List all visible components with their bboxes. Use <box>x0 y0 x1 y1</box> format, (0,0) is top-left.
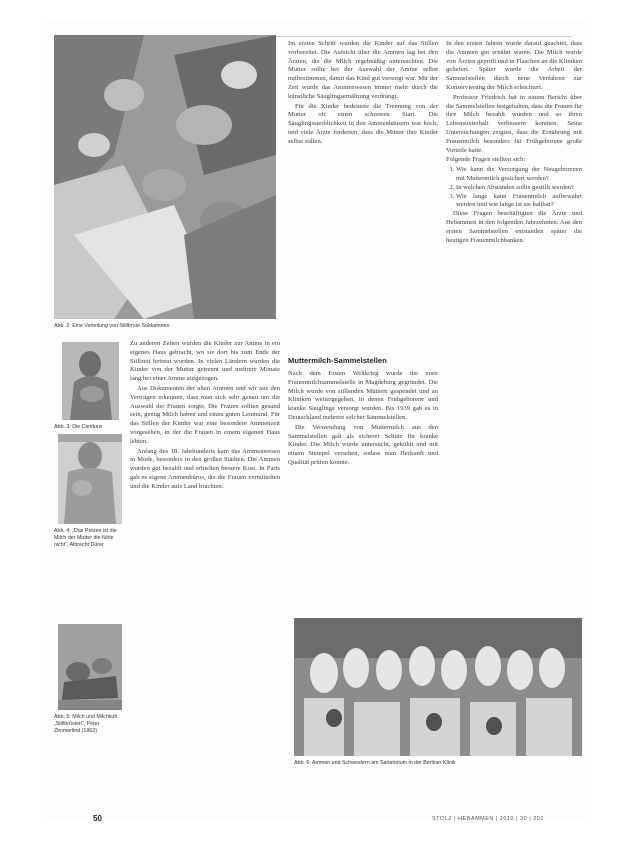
caption-fig2: Abb. 2: Eine Verteilung von Stillbrust-Soldatinnen <box>54 323 170 329</box>
photo-nurses-group <box>294 618 582 756</box>
caption-fig4: Abb. 4: „Das Petzen ist die Milch der Mutter die fühle nicht“, Albrecht Dürer <box>54 528 117 548</box>
question-list <box>446 166 582 210</box>
caption-fig3: Abb. 3: Die Cieritura <box>54 424 102 430</box>
list-item: 1. Wie kann die Versorgung der Neugeborenen mit Muttermilch gesichert werden? <box>456 166 582 184</box>
page-number: 50 <box>93 814 102 823</box>
paragraph: In den ersten Jahren wurde darauf geachtet, dass die Ammen gut ernährt waren. Die Milch wurde von Ärzten geprüft und in Flaschen an die Kliniken geliefert. Später wurde die Arbeit der Sammelstellen durch neue Verfahren zur Konservierung der Milch erleichtert. <box>446 40 582 91</box>
paragraph: Im ersten Schritt wurden die Kinder auf das Stillen vorbereitet. Die Aufsicht über die Ammen lag bei den Ärzten, die die Milch regelmäßig untersuchten. Die Mutter sollte bei der Auswahl der Amme selbst mitbestimmen, damit das Kind gut versorgt war. Mit der Zeit wurde das Ammenwesen immer mehr durch die künstliche Säuglingsernährung verdrängt. <box>288 40 438 100</box>
paragraph: Professor Friedrich hat in einem Bericht über die Sammelstellen festgehalten, dass die Frauen für ihre Milch bezahlt wurden und so ihren Lebensunterhalt verbessern konnten. Seine Untersuchungen zeigten, dass die Ernährung mit Frauenmilch besonders für Frühgeborene große Vorteile hatte. <box>446 93 582 154</box>
paragraph: Anfang des 18. Jahrhunderts kam das Ammenwesen in Mode, besonders in den großen Städten. Die Ammen wurden gut bezahlt und erhielten bessere Kost. In Paris gab es eigene Ammenbüros, die die Frauen vermittelten und die Kinder aufs Land brachten. <box>130 447 280 490</box>
list-item: 2. In welchen Abständen sollte gestillt werden? <box>456 184 582 193</box>
paragraph: Für die Kinder bedeutete die Trennung von der Mutter oft einen schweren Start. Die Säuglingssterblichkeit in den Ammenhäusern war hoch, und viele Ärzte forderten, dass die Mütter ihre Kinder selbst stillen. <box>288 102 438 145</box>
text-column-3 <box>446 40 582 608</box>
photo-babies <box>54 35 276 319</box>
paragraph: Die Verwendung von Muttermilch aus den Sammelstellen galt als sicherer Schutz für kranke Kinder. Die Milch wurde untersucht, gekühlt und mit einem Stempel versehen, sodass man Herkunft und Qualität prüfen konnte. <box>288 423 438 466</box>
photo-engraving <box>58 434 122 524</box>
section-heading: Muttermilch-Sammelstellen <box>288 356 387 365</box>
paragraph: Aus Dokumenten der alten Ammen und wir aus den Verträgen erkennen, dass man sich sehr genau um die Auswahl der Frauen sorgte. Die Frauen sollten gesund sein, genug Milch haben und einen guten Leumund. Für das Stillen der Kinder war eine besondere Ammenzeit vorgesehen, in der die Frauen in einem eigenen Haus lebten. <box>130 384 280 445</box>
paragraph: Zu anderen Zeiten wurden die Kinder zur Amme in ein eigenes Haus gebracht, wo sie dort bis zum Ende der Stillzeit betreut wurden. In vielen Ländern wurden die Kinder von der Mutter getrennt und mehrere Monate lang bei einer Amme aufgezogen. <box>130 340 280 383</box>
paragraph: Nach dem Ersten Weltkrieg wurde die erste Frauenmilchsammelstelle in Magdeburg gegründet. Die Milch wurde von stillenden Müttern gespendet und an Kliniken weitergegeben, in denen Frühgeborene und kranke Säuglinge versorgt wurden. Bis 1939 gab es in Deutschland mehrere solcher Sammelstellen. <box>288 370 438 421</box>
list-item: 3. Wie lange kann Frauenmilch aufbewahrt werden und wie lange ist sie haltbar? <box>456 193 582 211</box>
photo-statue <box>62 342 119 420</box>
photo-sculpture <box>58 624 122 710</box>
text-column-2 <box>288 40 438 332</box>
text-column-2-lower <box>288 370 438 608</box>
caption-fig6: Abb. 6: Ammen und Schwestern am Sanatorium in der Berliner Klinik <box>294 760 456 766</box>
caption-fig5: Abb. 5: Milch und Milchkuh „Stillbrüsten“, Peter Zimmerlind (1863) <box>54 714 118 734</box>
text-column-1 <box>130 340 280 796</box>
paragraph: Diese Fragen beschäftigten die Ärzte und Hebammen in den folgenden Jahrzehnten. Aus den ersten Sammelstellen entstanden später die heutigen Frauenmilchbanken. <box>446 210 582 244</box>
page <box>46 20 586 823</box>
running-footer: STOLZ | HEBAMMEN | 2010 | 30 | 201 <box>432 816 544 822</box>
questions-intro: Folgende Fragen stellten sich: <box>446 156 526 164</box>
